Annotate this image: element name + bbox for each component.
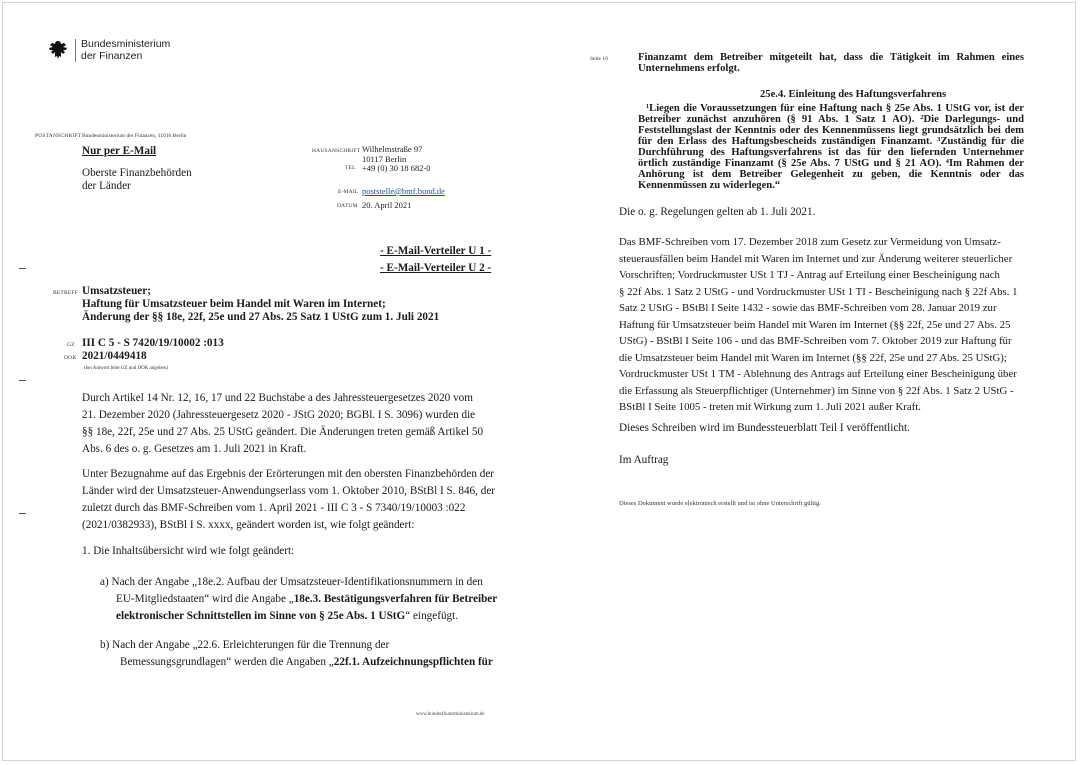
carryover-line2: Unternehmens erfolgt. [638, 63, 740, 74]
list-item-b [100, 637, 500, 671]
recipient-line2: Oberste Finanzbehörden [82, 167, 192, 179]
betreff-label: BETREFF [53, 290, 78, 296]
text-span-bold: elektronischer Schnittstellen im Sinne von § 25e Abs. 1 UStG [116, 610, 406, 622]
verteiler-line1: - E-Mail-Verteiler U 1 - [380, 245, 492, 257]
repeal-line: Vordruckmuster USt 1 TM - Ablehnung des Antrags auf Erteilung einer Bescheinigung über [619, 368, 1017, 380]
repeal-line: Haftung für Umsatzsteuer beim Handel mit Waren im Internet (§§ 22f, 25e und 27 Abs. 25 [619, 318, 1011, 331]
list-item-1: 1. Die Inhaltsübersicht wird wie folgt geändert: [82, 545, 295, 557]
haftung-line: Kennenmüssen zu widerlegen.“ [638, 180, 781, 191]
list-item-a [100, 574, 500, 625]
list-item-b-line1: b) Nach der Angabe „22.6. Erleichterungen für die Trennung der [100, 639, 390, 651]
repeal-line: die Umsatzsteuer beim Handel mit Waren im Internet (§§ 22f, 25e und 27 Abs. 25 UStG); [619, 351, 1007, 364]
ministry-name-line1: Bundesministerium [81, 38, 171, 50]
haftung-line: Anhörung ist dem Betreiber Gelegenheit zu geben, die Kenntnis oder das [638, 169, 1024, 180]
email-label: E-MAIL [338, 189, 359, 195]
datum-label: DATUM [337, 203, 358, 209]
hausanschrift-line2: 10117 Berlin [362, 154, 407, 164]
dok-note: (bei Antwort bitte GZ und DOK angeben) [84, 366, 168, 371]
section-heading: 25e.4. Einleitung des Haftungsverfahrens [760, 89, 947, 100]
list-item-a-line2 [100, 591, 500, 608]
publication-note: Dieses Schreiben wird im Bundessteuerblatt Teil I veröffentlicht. [619, 422, 910, 434]
federal-eagle-icon [47, 39, 69, 61]
betreff-line2: Haftung für Umsatzsteuer beim Handel mit Waren im Internet; [82, 298, 386, 310]
dok-value: 2021/0449418 [82, 350, 147, 362]
haftung-block [638, 103, 1024, 191]
paragraph-1-line: 21. Dezember 2020 (Jahressteuergesetz 2020 - JStG 2020; BGBl. I S. 3096) wurden die [82, 409, 476, 421]
haftung-line: örtlich zuständige Finanzamt (§ 25e Abs. 7 UStG und § 21 AO). ⁴Im Rahmen der [638, 158, 1024, 169]
tel-label: TEL [345, 165, 356, 171]
im-auftrag: Im Auftrag [619, 454, 669, 466]
paragraph-2-line: Länder wird der Umsatzsteuer-Anwendungserlass vom 1. Oktober 2010, BStBl I S. 846, der [82, 485, 496, 497]
page-number: Seite 10 [590, 56, 608, 62]
hausanschrift-label: HAUSANSCHRIFT [312, 148, 361, 154]
list-item-a-line1: a) Nach der Angabe „18e.2. Aufbau der Umsatzsteuer-Identifikationsnummern in den [100, 576, 483, 588]
text-span: EU-Mitgliedstaaten“ wird die Angabe „ [116, 593, 294, 605]
haftung-line: für den Erlass des Haftungsbescheids zuständigen Finanzamt. ³Zuständig für die [638, 136, 1024, 147]
repeal-line: die Erfassung als Steuerpflichtiger (Unternehmer) im Sinne von § 22f Abs. 1 Satz 2 UStG - [619, 384, 1014, 397]
postanschrift-value: Bundesministerium der Finanzen, 11016 Berlin [82, 133, 187, 139]
footer-url: www.bundesfinanzministerium.de [416, 712, 485, 717]
margin-mark [19, 380, 26, 381]
repeal-paragraph [619, 234, 1029, 416]
paragraph-1 [82, 390, 502, 458]
paragraph-1-line: §§ 18e, 22f, 25e und 27 Abs. 25 UStG geändert. Die Änderungen treten gemäß Artikel 50 [82, 426, 484, 438]
haftung-line: Betreiber zunächst anzuhören (§ 91 Abs. 1 Satz 1 AO). ²Die Darlegungs- und [638, 114, 1024, 125]
betreff-line3: Änderung der §§ 18e, 22f, 25e und 27 Abs. 25 Satz 1 UStG zum 1. Juli 2021 [82, 311, 440, 323]
ministry-name-line2: der Finanzen [81, 49, 143, 62]
gz-value: III C 5 - S 7420/19/10002 :013 [82, 337, 224, 349]
list-item-b-line2 [100, 654, 500, 671]
margin-mark [19, 513, 26, 514]
recipient-line1: Nur per E-Mail [82, 145, 157, 157]
tel-value: +49 (0) 30 18 682-0 [362, 163, 431, 173]
repeal-line: UStG) - BStBl I Seite 106 - und das BMF-Schreiben vom 7. Oktober 2019 zur Haftung für [619, 335, 1012, 347]
betreff-line1: Umsatzsteuer; [82, 285, 151, 297]
list-item-a-line3 [100, 608, 500, 625]
verteiler-line2: - E-Mail-Verteiler U 2 - [380, 262, 492, 274]
electronic-signature-note: Dieses Dokument wurde elektronisch erstellt und ist ohne Unterschrift gültig. [619, 500, 821, 507]
text-span: Bemessungsgrundlagen“ werden die Angaben „ [120, 656, 334, 668]
repeal-line: steuerausfällen beim Handel mit Waren im Internet und zur Änderung weiterer steuerlicher [619, 252, 1013, 265]
dok-label: DOK [64, 355, 77, 361]
paragraph-2-line: Unter Bezugnahme auf das Ergebnis der Erörterungen mit den obersten Finanzbehörden der [82, 468, 495, 480]
paragraph-1-line: Durch Artikel 14 Nr. 12, 16, 17 und 22 Buchstabe a des Jahressteuergesetzes 2020 vom [82, 392, 473, 404]
haftung-line: ¹Liegen die Voraussetzungen für eine Haftung nach § 25e Abs. 1 UStG vor, ist der [646, 103, 1024, 114]
text-span: “ eingefügt. [405, 610, 459, 622]
margin-mark [19, 268, 26, 269]
text-span-bold: 22f.1. Aufzeichnungspflichten für [333, 656, 493, 668]
email-link[interactable]: poststelle@bmf.bund.de [362, 186, 445, 196]
valid-from: Die o. g. Regelungen gelten ab 1. Juli 2021. [619, 206, 816, 218]
repeal-line: BStBl I Seite 1005 - treten mit Wirkung zum 1. Juli 2021 außer Kraft. [619, 401, 921, 413]
carryover-line1: Finanzamt dem Betreiber mitgeteilt hat, dass die Tätigkeit im Rahmen eines [638, 52, 1024, 63]
hausanschrift-line1: Wilhelmstraße 97 [362, 144, 423, 154]
ministry-logo [47, 39, 170, 62]
haftung-line: Feststellungslast der Kenntnis oder des Kennenmüssens liegt grundsätzlich bei dem [638, 125, 1024, 136]
ministry-name [75, 39, 170, 62]
repeal-line: Das BMF-Schreiben vom 17. Dezember 2018 zum Gesetz zur Vermeidung von Umsatz- [619, 236, 1001, 248]
repeal-line: § 22f Abs. 1 Satz 2 UStG - und Vordruckmuster USt 1 TI - Bescheinigung nach § 22f Abs. 1 [619, 285, 1018, 298]
paragraph-2 [82, 466, 502, 534]
recipient-line3: der Länder [82, 180, 131, 192]
repeal-line: Vorschriften; Vordruckmuster USt 1 TJ - Antrag auf Erteilung einer Bescheinigung nach [619, 269, 1000, 281]
gz-label: GZ [67, 342, 75, 348]
text-span-bold: 18e.3. Bestätigungsverfahren für Betreiber [293, 593, 498, 605]
haftung-line: Durchführung des Haftungsverfahrens ist das für den liefernden Unternehmer [638, 147, 1024, 158]
paragraph-2-line: (2021/0382933), BStBl I S. xxxx, geändert worden ist, wie folgt geändert: [82, 519, 415, 531]
paragraph-1-line: Abs. 6 des o. g. Gesetzes am 1. Juli 2021 in Kraft. [82, 443, 307, 455]
datum-value: 20. April 2021 [362, 200, 412, 210]
paragraph-2-line: zuletzt durch das BMF-Schreiben vom 1. April 2021 - III C 3 - S 7340/19/10003 :022 [82, 502, 466, 514]
repeal-line: Satz 2 UStG - BStBl I Seite 1432 - sowie das BMF-Schreiben vom 28. Januar 2019 zur [619, 302, 997, 314]
postanschrift-label: POSTANSCHRIFT [35, 133, 82, 139]
